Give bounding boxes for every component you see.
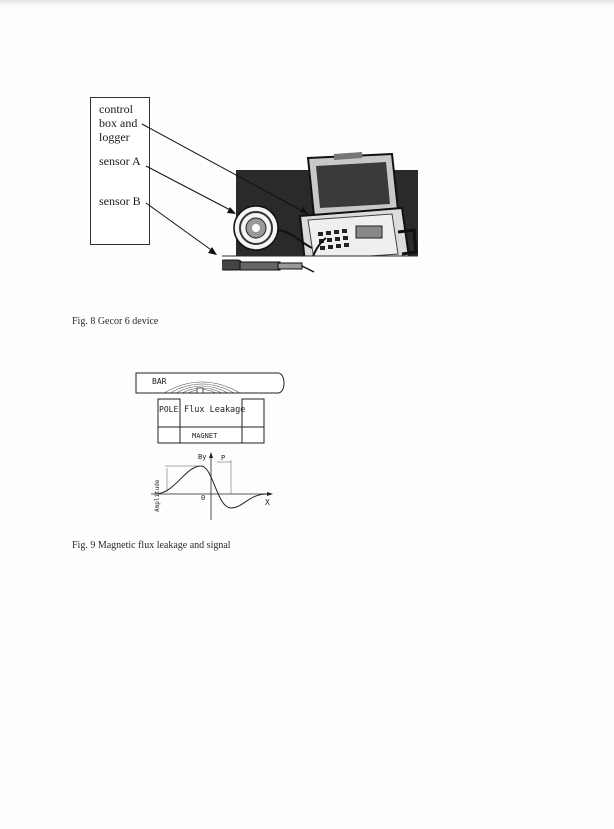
scan-edge [0,0,614,6]
sensor-b-rod [222,256,418,280]
sensor-a-disc [234,206,278,250]
x-axis-label: X [265,498,270,507]
flux-leakage-diagram [130,365,300,455]
zero-label: 0 [201,494,206,502]
p-label: P [221,454,226,462]
label-control-box: control box and logger [99,102,138,144]
figure8-label-box [90,97,150,245]
label-sensor-b: sensor B [99,194,141,208]
pole-label: POLE [159,405,179,414]
gecor-device-photo [222,152,418,280]
signal-plot [145,450,280,522]
figure9-caption: Fig. 9 Magnetic flux leakage and signal [72,540,231,551]
flux-leakage-label: Flux Leakage [184,405,246,415]
case-lid [308,152,398,216]
figure8-caption: Fig. 8 Gecor 6 device [72,316,159,327]
amplitude-label: Amplitude [154,479,161,512]
label-sensor-a: sensor A [99,154,141,168]
bar-label: BAR [152,377,167,386]
magnet-label: MAGNET [192,432,218,440]
by-label: By [198,453,207,461]
